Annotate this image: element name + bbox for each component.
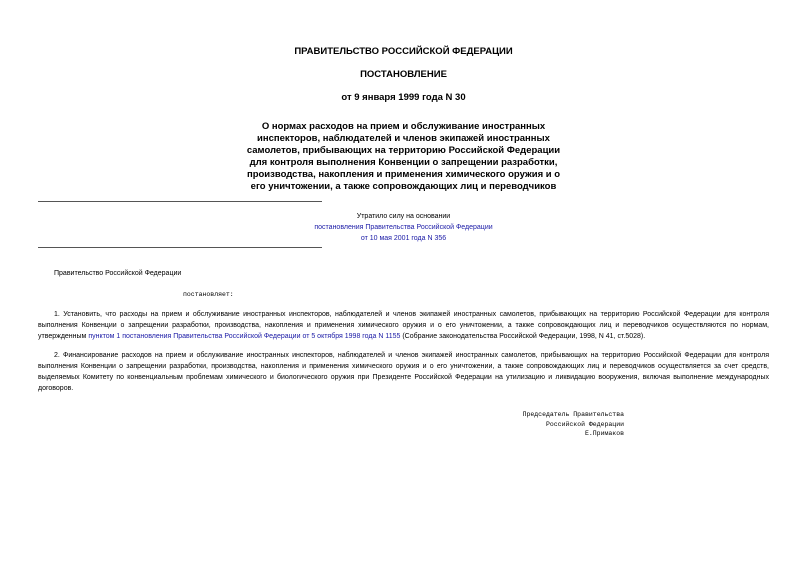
title-line: самолетов, прибывающих на территорию Российской Федерации (246, 145, 561, 156)
signature-block (480, 410, 624, 439)
repeal-decree-link[interactable]: постановления Правительства Российской Федерации (314, 224, 493, 231)
paragraph-2: 2. Финансирование расходов на прием и обслуживание иностранных инспекторов, наблюдателей и членов экипажей иностранных самолетов, прибывающих на территорию Российской Федерации для контроля выполнения Конвенции о запрещении разработки, производства, накопления и применения химического оружия и о его уничтожении, а также сопровождающих лиц и переводчиков осуществляется за счет средств, выделяемых Комитету по конвенциальным проблемам химического и биологического оружия при Президенте Российской Федерации на утилизацию и ликвидацию вооружения, включая выполнение международных договоров. (38, 352, 769, 392)
title-line: инспекторов, наблюдателей и членов экипажей иностранных (257, 133, 550, 144)
repeal-decree-date-link[interactable]: от 10 мая 2001 года N 356 (360, 235, 447, 242)
title-line: производства, накопления и применения химического оружия и о (246, 169, 561, 180)
reference-link-decree-1155[interactable]: пунктом 1 постановления Правительства Российской Федерации от 5 октября 1998 года N 1155 (88, 333, 401, 340)
title-line: его уничтожении, а также сопровождающих лиц и переводчиков (250, 181, 557, 192)
government-label: Правительство Российской Федерации (54, 270, 182, 277)
divider-bottom (38, 247, 322, 248)
signature-name: Е.Примаков (584, 430, 624, 437)
repeal-note-text: Утратило силу на основании (356, 213, 451, 220)
paragraph-1-text: 1. Установить, что расходы на прием и обслуживание иностранных инспекторов, наблюдателей и членов экипажей иностранных самолетов, прибывающих на территорию Российской Федерации для контроля выполнения Конвенции о запрещении разработки, производства, накопления и применения химического оружия и о его уничтожении, а также сопровождающих лиц и переводчиков осуществляются по нормам, утвержденным (38, 311, 769, 340)
document-date-number: от 9 января 1999 года N 30 (341, 92, 466, 103)
repeal-note (0, 211, 807, 244)
document-type: ПОСТАНОВЛЕНИЕ (360, 69, 447, 80)
paragraph-1-tail: (Собрание законодательства Российской Федерации, 1998, N 41, ст.5028). (400, 333, 646, 340)
paragraph-1 (38, 309, 769, 342)
signature-title: Председатель Правительства (522, 411, 624, 418)
decree-word: постановляет: (183, 291, 234, 298)
title-line: О нормах расходов на прием и обслуживание иностранных (261, 121, 546, 132)
signature-office: Российской Федерации (545, 420, 624, 428)
document-title (200, 121, 607, 193)
divider-top (38, 201, 322, 202)
issuing-authority: ПРАВИТЕЛЬСТВО РОССИЙСКОЙ ФЕДЕРАЦИИ (294, 46, 513, 57)
title-line: для контроля выполнения Конвенции о запрещении разработки, (249, 157, 558, 168)
